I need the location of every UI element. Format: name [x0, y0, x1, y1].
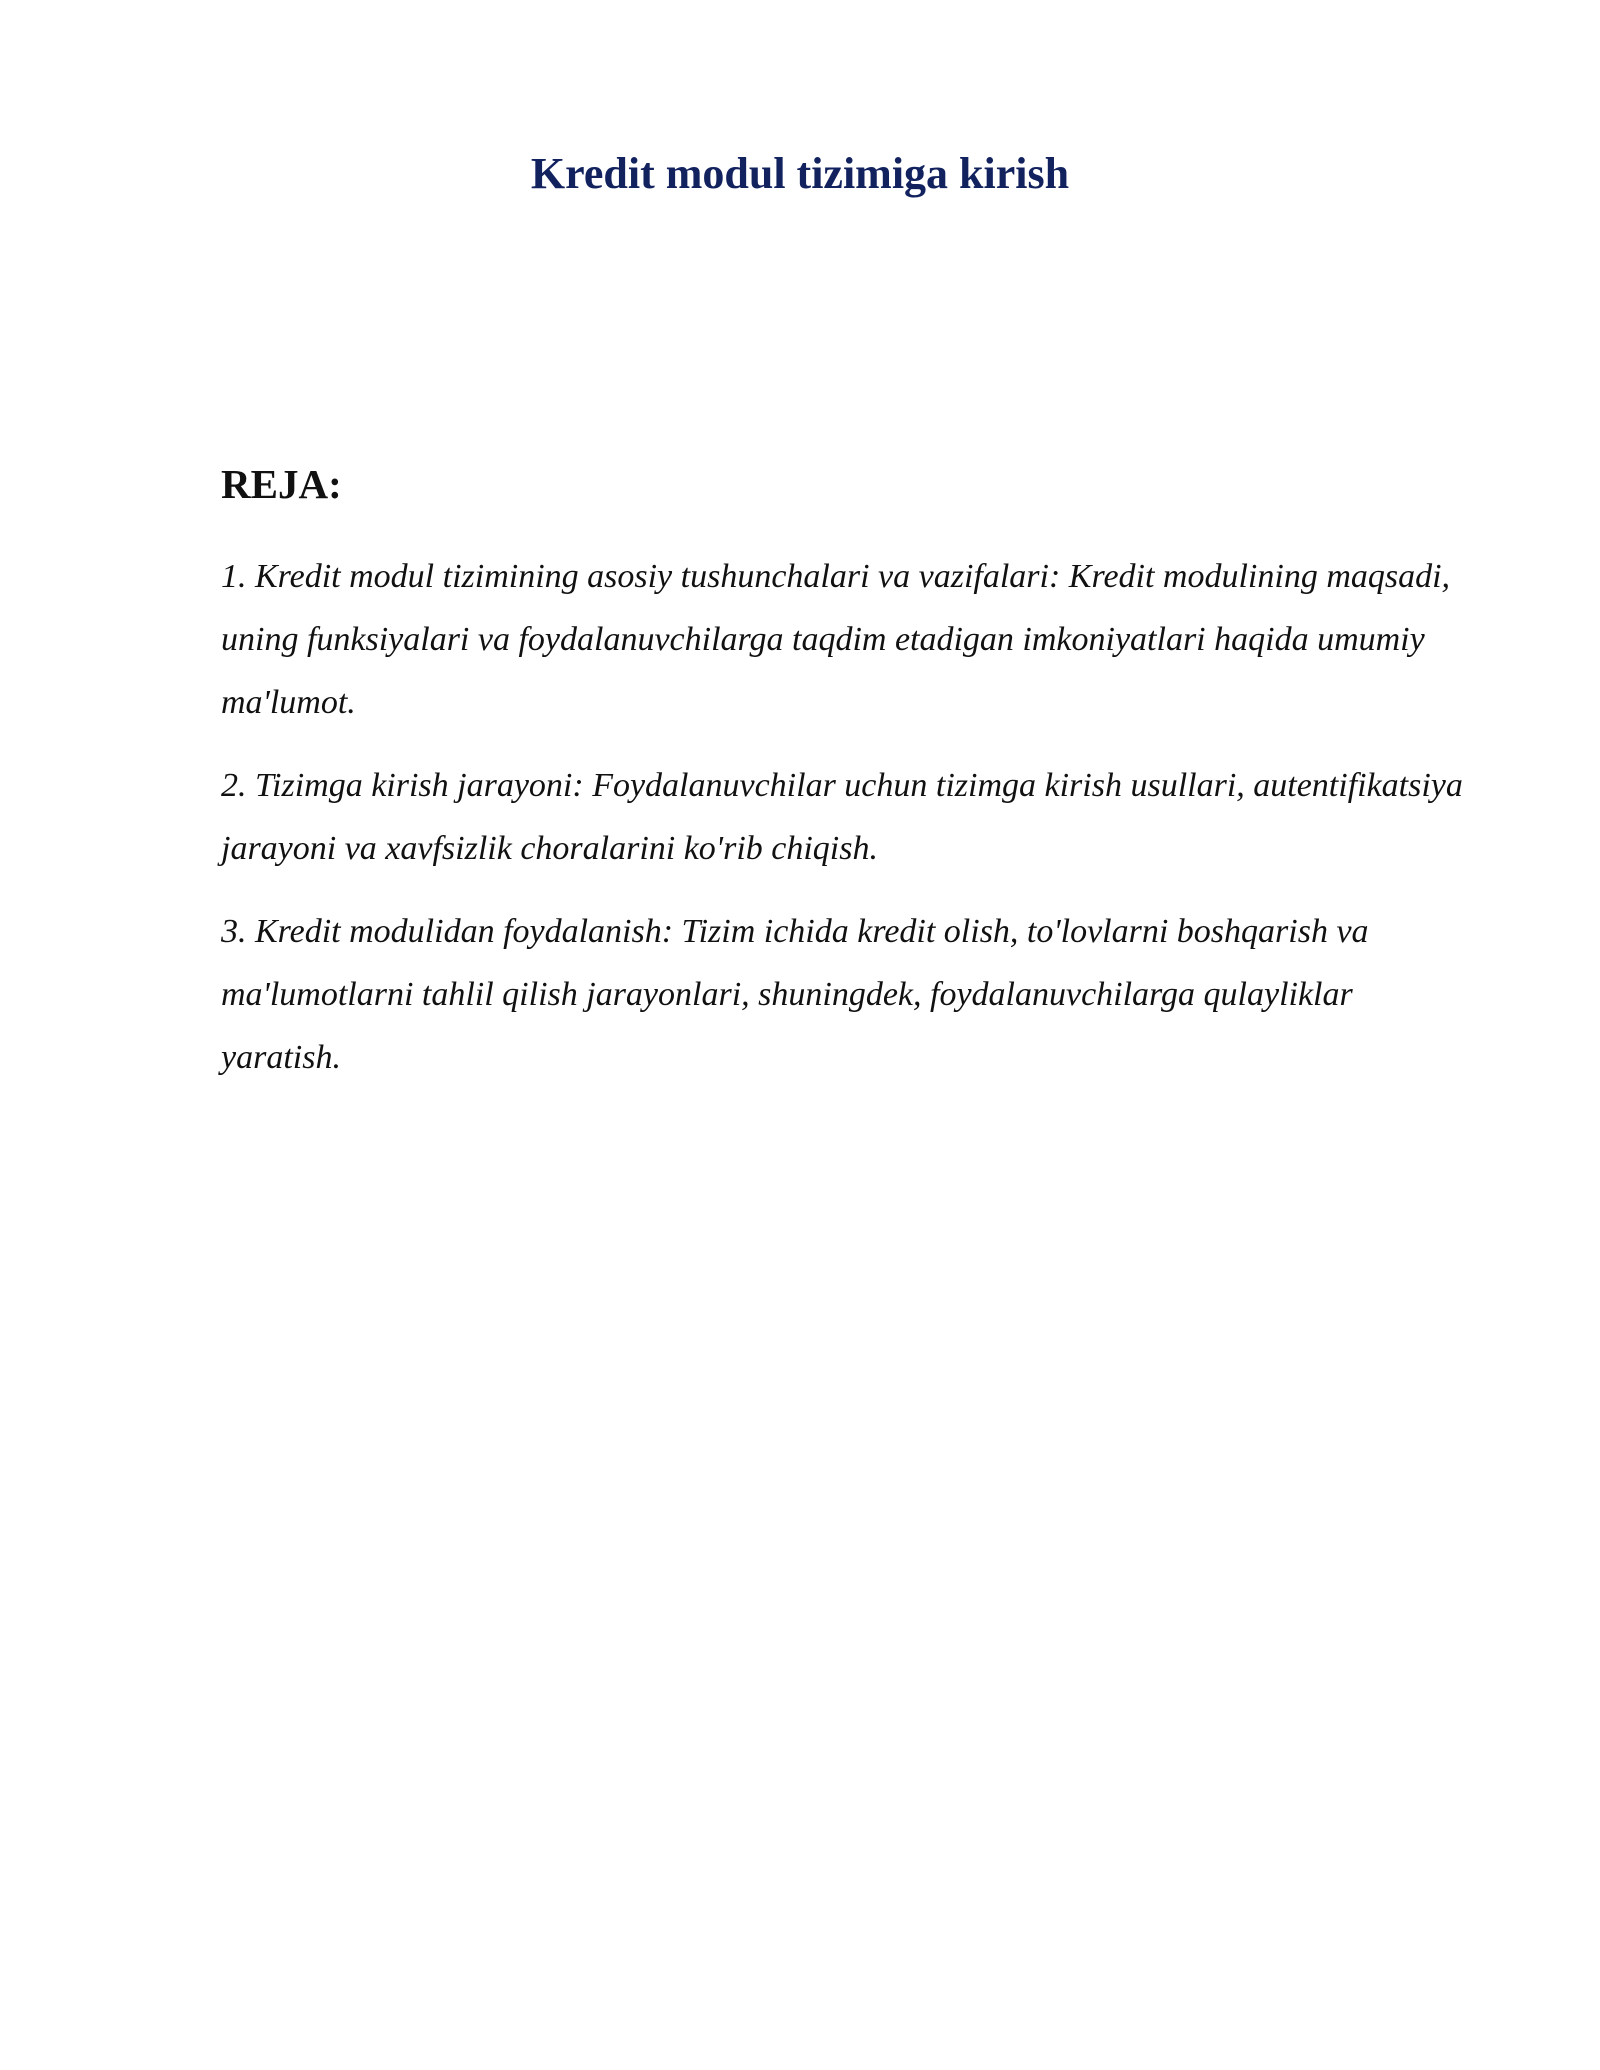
document-title: Kredit modul tizimiga kirish [530, 149, 1070, 198]
plan-list [221, 545, 1471, 1109]
plan-heading: REJA: [221, 461, 342, 507]
plan-item: 2. Tizimga kirish jarayoni: Foydalanuvchilar uchun tizimga kirish usullari, autentifikatsiya jarayoni va xavfsizlik choralarini ko'rib chiqish. [221, 767, 1463, 867]
plan-item: 1. Kredit modul tizimining asosiy tushunchalari va vazifalari: Kredit modulining maqsadi, uning funksiyalari va foydalanuvchilarga taqdim etadigan imkoniyatlari haqida umumiy ma'lumot. [221, 558, 1451, 721]
plan-item: 3. Kredit modulidan foydalanish: Tizim ichida kredit olish, to'lovlarni boshqarish va ma'lumotlarni tahlil qilish jarayonlari, shuningdek, foydalanuvchilarga qulayliklar yaratish. [221, 913, 1369, 1076]
